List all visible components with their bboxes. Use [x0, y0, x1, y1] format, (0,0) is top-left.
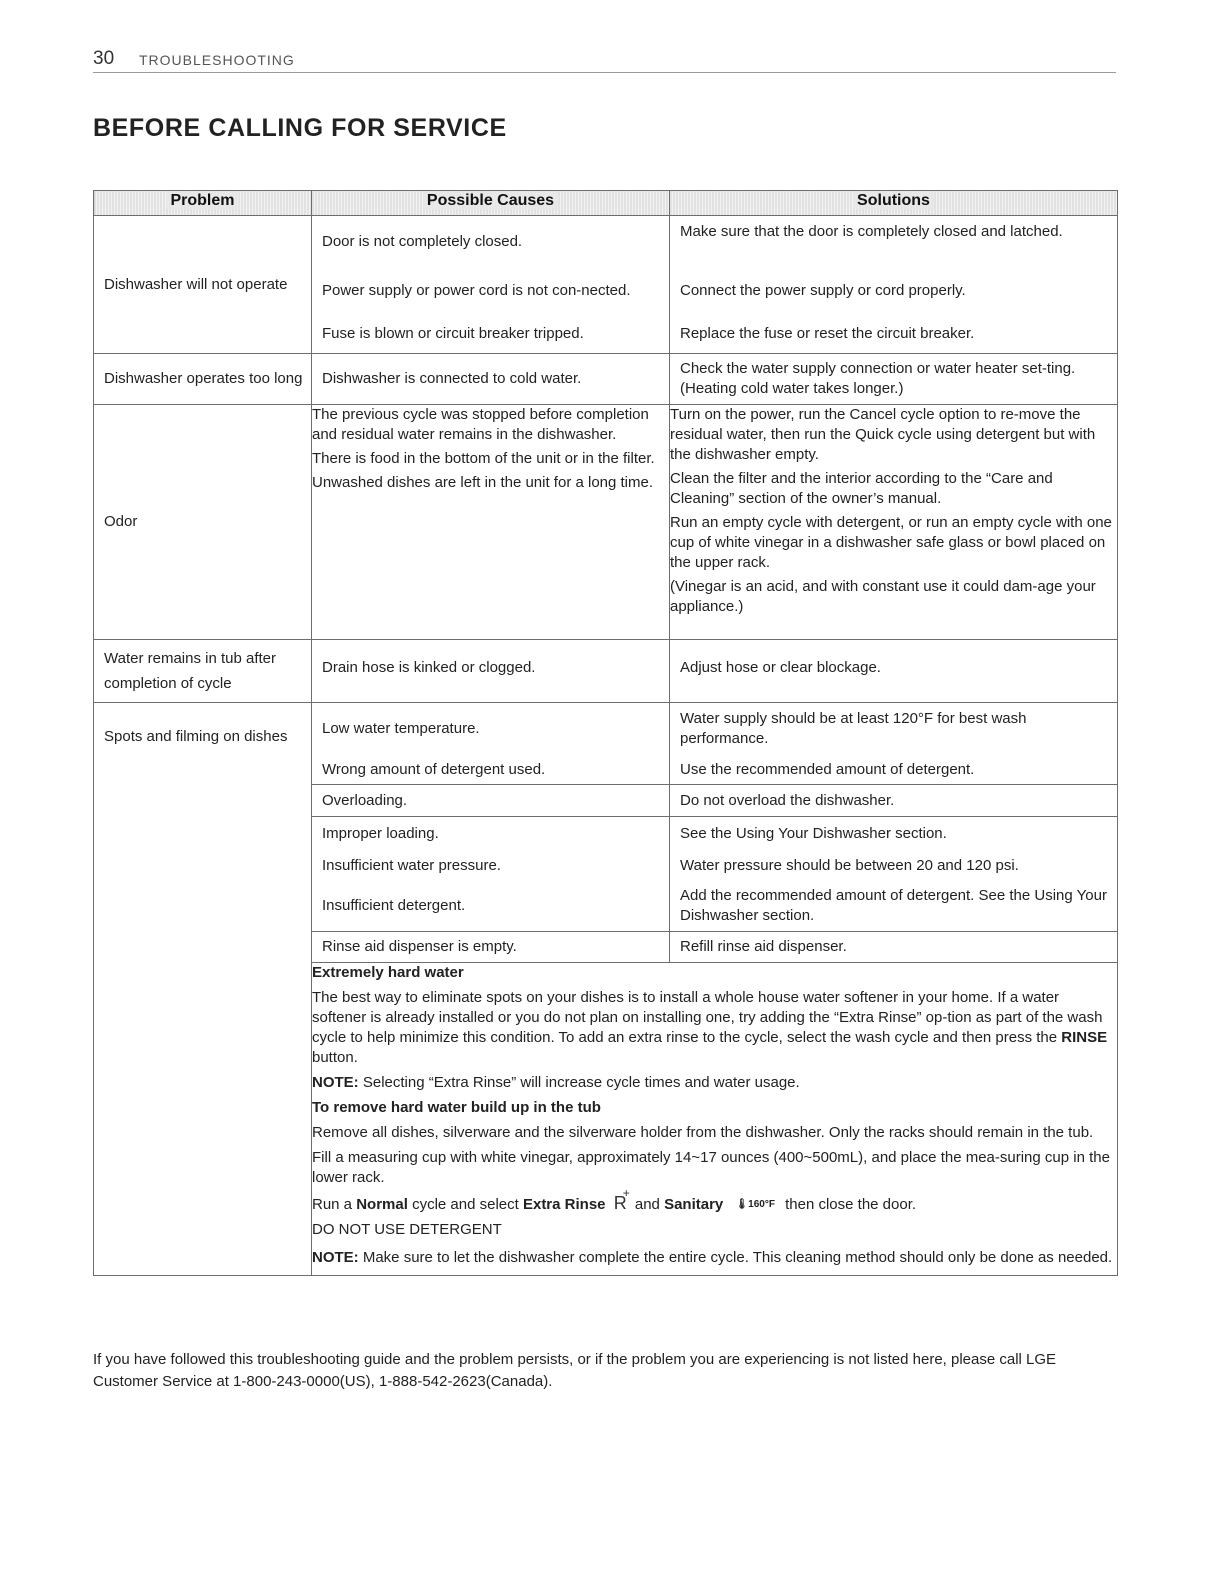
hard-water-paragraph: The best way to eliminate spots on your dishes is to install a whole house water softener in your home. If a water softener is already installed or you do not plan on installing one, try adding the “Extra Rinse” op-tion as part of the wash cycle to help minimize this condition. To add an extra rinse to the cycle, select the wash cycle and then press the RINSE button. [312, 989, 1108, 1066]
page-number: 30 [93, 48, 115, 69]
cause-text: Fuse is blown or circuit breaker tripped. [322, 324, 584, 342]
solution-text: Check the water supply connection or water heater set-ting. (Heating cold water takes longer.) [680, 360, 1076, 397]
instruction-text: Remove all dishes, silverware and the silverware holder from the dishwasher. Only the racks should remain in the tub. [312, 1124, 1094, 1141]
instruction-text: Fill a measuring cup with white vinegar, approximately 14~17 ounces (400~500mL), and place the mea-suring cup in the lower rack. [312, 1149, 1110, 1186]
cause-text: Drain hose is kinked or clogged. [322, 659, 536, 676]
section-name: TROUBLESHOOTING [139, 52, 295, 68]
hard-water-section [312, 963, 1118, 1276]
column-header-causes: Possible Causes [312, 191, 670, 216]
problem-cell: Dishwasher operates too long [94, 354, 312, 405]
cause-text: Overloading. [322, 791, 408, 809]
problem-cell: Water remains in tub after completion of cycle [94, 640, 312, 703]
cause-text: Rinse aid dispenser is empty. [322, 938, 517, 955]
solution-text: Clean the filter and the interior according to the “Care and Cleaning” section of the owner’s manual. [670, 470, 1053, 507]
cause-text: Insufficient water pressure. [322, 857, 501, 874]
footer-text: If you have followed this troubleshooting guide and the problem persists, or if the problem you are experiencing is not listed here, please call LGE Customer Service at 1-800-243-0000(US), 1-888-542-2623(Canada). [93, 1351, 1057, 1390]
cause-text: Improper loading. [322, 825, 439, 842]
solution-text: Use the recommended amount of detergent. [680, 760, 975, 778]
solution-text: Run an empty cycle with detergent, or run an empty cycle with one cup of white vinegar in a dishwasher safe glass or bowl placed on the upper rack. [670, 514, 1112, 571]
solution-text: Adjust hose or clear blockage. [680, 659, 881, 676]
cause-text: Door is not completely closed. [322, 233, 523, 250]
page-title: BEFORE CALLING FOR SERVICE [93, 114, 507, 142]
cause-text: There is food in the bottom of the unit or in the filter. [312, 450, 655, 467]
solution-text: Make sure that the door is completely closed and latched. [680, 223, 1063, 240]
solution-text: Replace the fuse or reset the circuit breaker. [680, 324, 975, 342]
solution-text: Refill rinse aid dispenser. [680, 938, 847, 955]
cause-text: Insufficient detergent. [322, 897, 466, 914]
solution-text: Do not overload the dishwasher. [680, 791, 895, 809]
tub-cleaning-heading: To remove hard water build up in the tub [312, 1099, 601, 1116]
cause-text: The previous cycle was stopped before completion and residual water remains in the dishwasher. [312, 406, 649, 443]
solution-text: Water pressure should be between 20 and 120 psi. [680, 857, 1019, 874]
extra-rinse-icon: R + [613, 1186, 630, 1213]
table-row [94, 405, 1118, 640]
solution-text: (Vinegar is an acid, and with constant use it could dam-age your appliance.) [670, 578, 1096, 615]
note: NOTE: Make sure to let the dishwasher complete the entire cycle. This cleaning method should only be done as needed. [312, 1249, 1113, 1266]
table-row [94, 640, 1118, 703]
solution-text: Connect the power supply or cord properly. [680, 282, 966, 299]
problem-cell: Spots and filming on dishes [94, 703, 312, 1276]
table-header-row [94, 191, 1118, 216]
table-row [94, 703, 1118, 756]
table-row [94, 354, 1118, 405]
sanitary-icon: 🌡160°F [735, 1199, 775, 1210]
column-header-solutions: Solutions [670, 191, 1118, 216]
table-row [94, 216, 1118, 269]
problem-cell: Odor [94, 405, 312, 640]
troubleshooting-table [93, 190, 1118, 1276]
solution-text: Water supply should be at least 120°F for best wash performance. [680, 710, 1027, 747]
cause-text: Wrong amount of detergent used. [322, 760, 546, 778]
warning-text: DO NOT USE DETERGENT [312, 1221, 502, 1238]
solution-text: Add the recommended amount of detergent. See the Using Your Dishwasher section. [680, 887, 1107, 924]
instruction-text: Run a Normal cycle and select Extra Rinse R + and Sanitary 🌡160°F then close the door. [312, 1186, 917, 1213]
column-header-problem: Problem [94, 191, 312, 216]
hard-water-heading: Extremely hard water [312, 964, 464, 981]
cause-text: Low water temperature. [322, 720, 480, 737]
cause-text: Power supply or power cord is not con-nected. [322, 282, 631, 299]
cause-text: Unwashed dishes are left in the unit for a long time. [312, 474, 654, 491]
solution-text: See the Using Your Dishwasher section. [680, 825, 947, 842]
note: NOTE: Selecting “Extra Rinse” will increase cycle times and water usage. [312, 1074, 800, 1091]
problem-cell: Dishwasher will not operate [94, 216, 312, 354]
cause-text: Dishwasher is connected to cold water. [322, 370, 582, 387]
page-header [93, 48, 1116, 73]
solution-text: Turn on the power, run the Cancel cycle option to re-move the residual water, then run the Quick cycle using detergent but with the dishwasher empty. [670, 406, 1096, 463]
